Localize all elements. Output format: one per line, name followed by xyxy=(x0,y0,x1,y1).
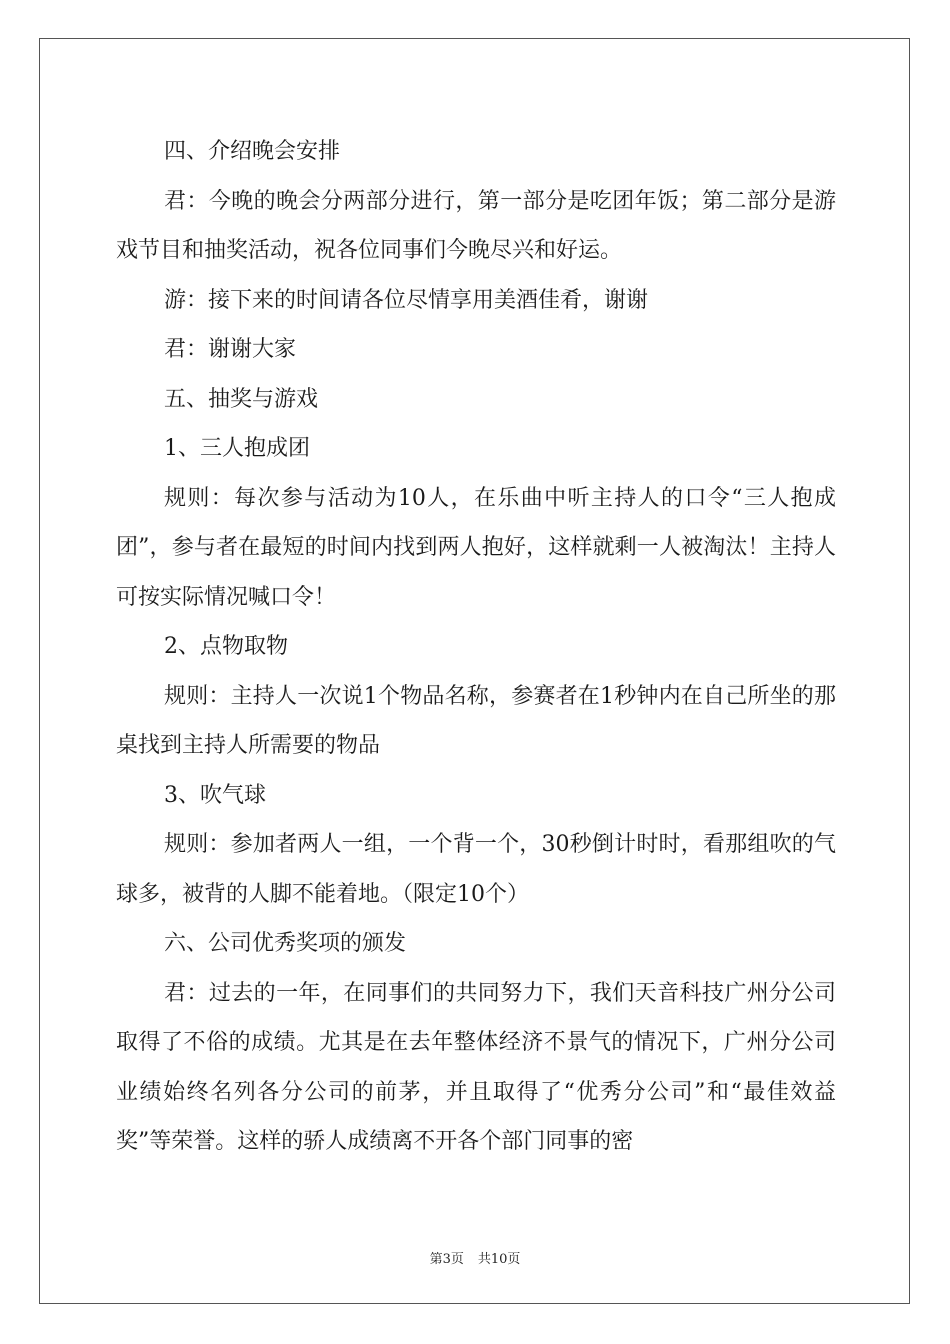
section-heading-5: 五、抽奖与游戏 xyxy=(164,386,319,412)
paragraph: 君：过去的一年，在同事们的共同努力下，我们天音科技广州分公司取得了不俗的成绩。尤其是在去年整体经济不景气的情况下，广州分公司业绩始终名列各分公司的前茅，并且取得了“优秀分公司”和“最佳效益奖”等荣誉。这样的骄人成绩离不开各个部门同事的密 xyxy=(116,980,836,1154)
game-rule-3: 规则：参加者两人一组，一个背一个，30秒倒计时时，看那组吹的气球多，被背的人脚不能着地。（限定10个） xyxy=(116,832,836,907)
page-total: 共10页 xyxy=(477,1252,521,1267)
page-footer xyxy=(0,1248,950,1267)
game-rule-1: 规则：每次参与活动为10人，在乐曲中听主持人的口令“三人抱成团”，参与者在最短的时间内找到两人抱好，这样就剩一人被淘汰！主持人可按实际情况喊口令！ xyxy=(116,485,836,610)
document-body xyxy=(116,127,836,1167)
paragraph: 游：接下来的时间请各位尽情享用美酒佳肴，谢谢 xyxy=(164,287,649,313)
game-title-2: 2、点物取物 xyxy=(164,634,288,659)
section-heading-6: 六、公司优秀奖项的颁发 xyxy=(164,931,407,956)
game-rule-2: 规则：主持人一次说1个物品名称，参赛者在1秒钟内在自己所坐的那桌找到主持人所需要的物品 xyxy=(116,683,836,758)
paragraph: 君：谢谢大家 xyxy=(164,337,297,362)
game-title-3: 3、吹气球 xyxy=(164,782,266,808)
paragraph: 君：今晚的晚会分两部分进行，第一部分是吃团年饭；第二部分是游戏节目和抽奖活动，祝各位同事们今晚尽兴和好运。 xyxy=(116,188,836,263)
page-number: 第3页 xyxy=(429,1252,464,1267)
game-title-1: 1、三人抱成团 xyxy=(164,436,310,461)
section-heading-4: 四、介绍晚会安排 xyxy=(164,139,341,164)
